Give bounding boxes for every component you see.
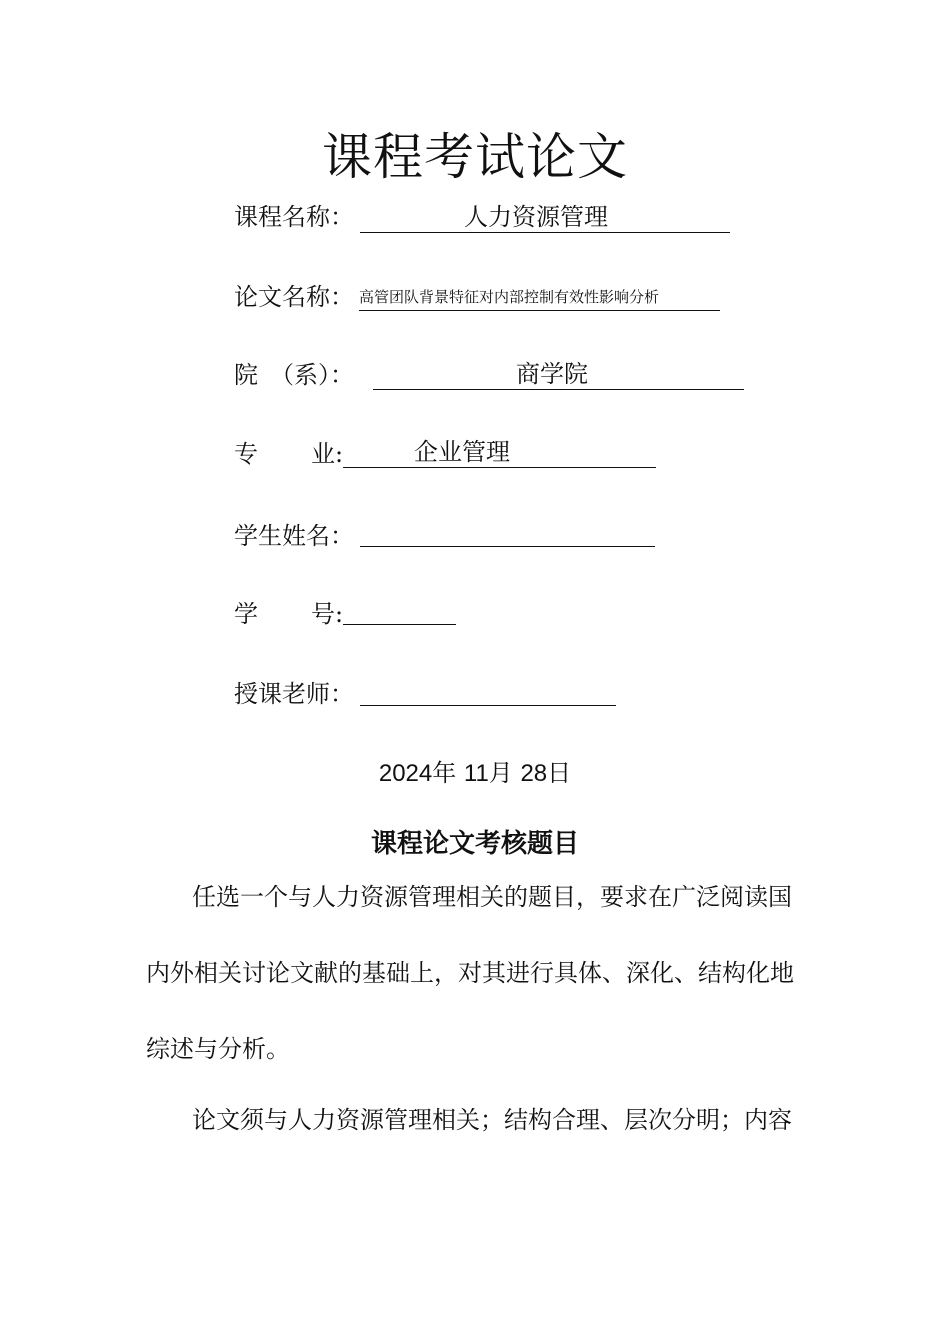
major-field: [343, 437, 656, 468]
department-value: 商学院: [516, 360, 588, 388]
date-month-unit: 月: [488, 759, 513, 787]
document-date: [0, 756, 950, 791]
student-id-label-first: 学: [234, 600, 258, 628]
department-field: [373, 359, 744, 390]
course-name-label: 课程名称：: [234, 203, 354, 231]
teacher-label: 授课老师：: [234, 680, 354, 708]
thesis-name-value: 高管团队背景特征对内部控制有效性影响分析: [359, 288, 660, 306]
thesis-name-field: [359, 284, 720, 311]
student-name-field: [360, 516, 655, 547]
teacher-field: [360, 675, 616, 706]
section-title: 课程论文考核题目: [370, 829, 579, 859]
major-value: 企业管理: [414, 438, 510, 466]
date-day-unit: 日: [547, 759, 572, 787]
student-id-field: [343, 594, 456, 625]
paragraph-1-line-3: 综述与分析。: [146, 1035, 290, 1063]
major-label-second: 业:: [311, 440, 344, 468]
major-label-first: 专: [234, 440, 258, 468]
date-month: 11: [463, 760, 489, 787]
student-id-label-second: 号:: [311, 600, 344, 628]
department-label: 院 （系）：: [234, 361, 354, 389]
student-name-label: 学生姓名：: [234, 522, 354, 550]
date-year: 2024: [378, 760, 433, 787]
document-title: 课程考试论文: [322, 128, 628, 186]
paragraph-1-line-1: 任选一个与人力资源管理相关的题目，要求在广泛阅读国: [192, 883, 792, 911]
course-name-value: 人力资源管理: [464, 203, 608, 231]
paragraph-2-line-1: 论文须与人力资源管理相关；结构合理、层次分明；内容: [192, 1106, 792, 1134]
paragraph-1-line-2: 内外相关讨论文献的基础上，对其进行具体、深化、结构化地: [146, 959, 794, 987]
course-name-field: [360, 202, 730, 233]
thesis-name-label: 论文名称：: [234, 283, 354, 311]
date-day: 28: [520, 760, 548, 787]
date-year-unit: 年: [432, 759, 457, 787]
